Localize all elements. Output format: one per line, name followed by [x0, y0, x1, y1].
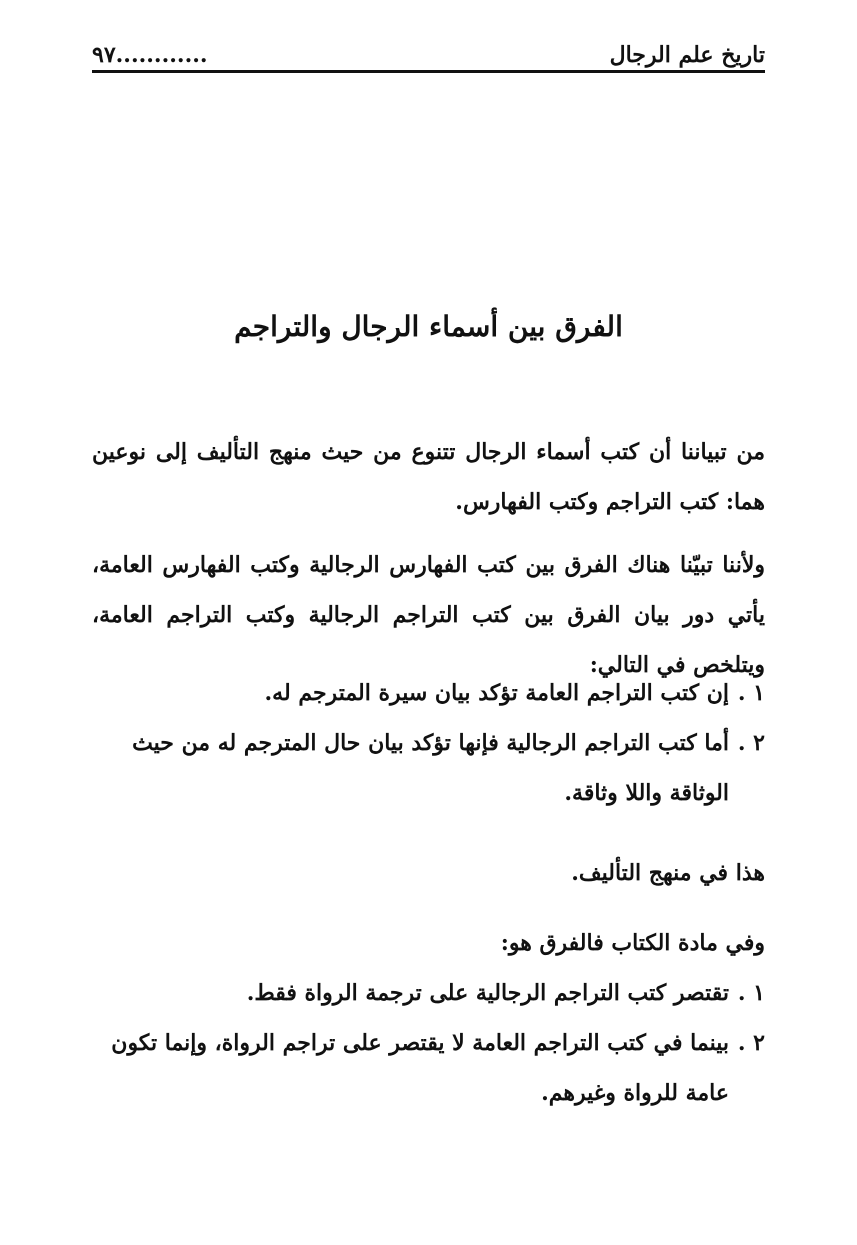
list-item-number: ٢ . — [737, 1030, 765, 1056]
list-item-number: ٢ . — [737, 730, 765, 756]
paragraph-method-note: هذا في منهج التأليف. — [571, 860, 765, 886]
list-item — [100, 668, 765, 718]
list-item-text: إن كتب التراجم العامة تؤكد بيان سيرة المترجم له. — [264, 680, 729, 706]
list-item — [100, 718, 765, 818]
list-item-text: تقتصر كتب التراجم الرجالية على ترجمة الرواة فقط. — [246, 980, 729, 1006]
page-number: ............٩٧ — [92, 42, 208, 68]
list-item-text: بينما في كتب التراجم العامة لا يقتصر على تراجم الرواة، وإنما تكون عامة للرواة وغيرهم. — [111, 1030, 729, 1106]
list-item — [100, 968, 765, 1018]
method-differences-list — [100, 668, 765, 818]
section-heading: الفرق بين أسماء الرجال والتراجم — [234, 310, 623, 343]
paragraph-content-intro: وفي مادة الكتاب فالفرق هو: — [500, 930, 765, 956]
list-item-number: ١ . — [737, 680, 765, 706]
list-item-text: أما كتب التراجم الرجالية فإنها تؤكد بيان حال المترجم له من حيث الوثاقة واللا وثاقة. — [132, 730, 729, 806]
list-item — [100, 1018, 765, 1118]
header-title: تاريخ علم الرجال — [609, 42, 765, 68]
list-item-number: ١ . — [737, 980, 765, 1006]
running-header — [92, 28, 765, 73]
paragraph-difference: ولأننا تبيّنا هناك الفرق بين كتب الفهارس الرجالية وكتب الفهارس العامة، يأتي دور بيان الفرق بين كتب التراجم الرجالية وكتب التراجم العامة، ويتلخص في التالي: — [92, 552, 765, 678]
paragraph-intro: من تبياننا أن كتب أسماء الرجال تتنوع من حيث منهج التأليف إلى نوعين هما: كتب التراجم وكتب الفهارس. — [92, 439, 765, 515]
content-differences-list — [100, 968, 765, 1118]
